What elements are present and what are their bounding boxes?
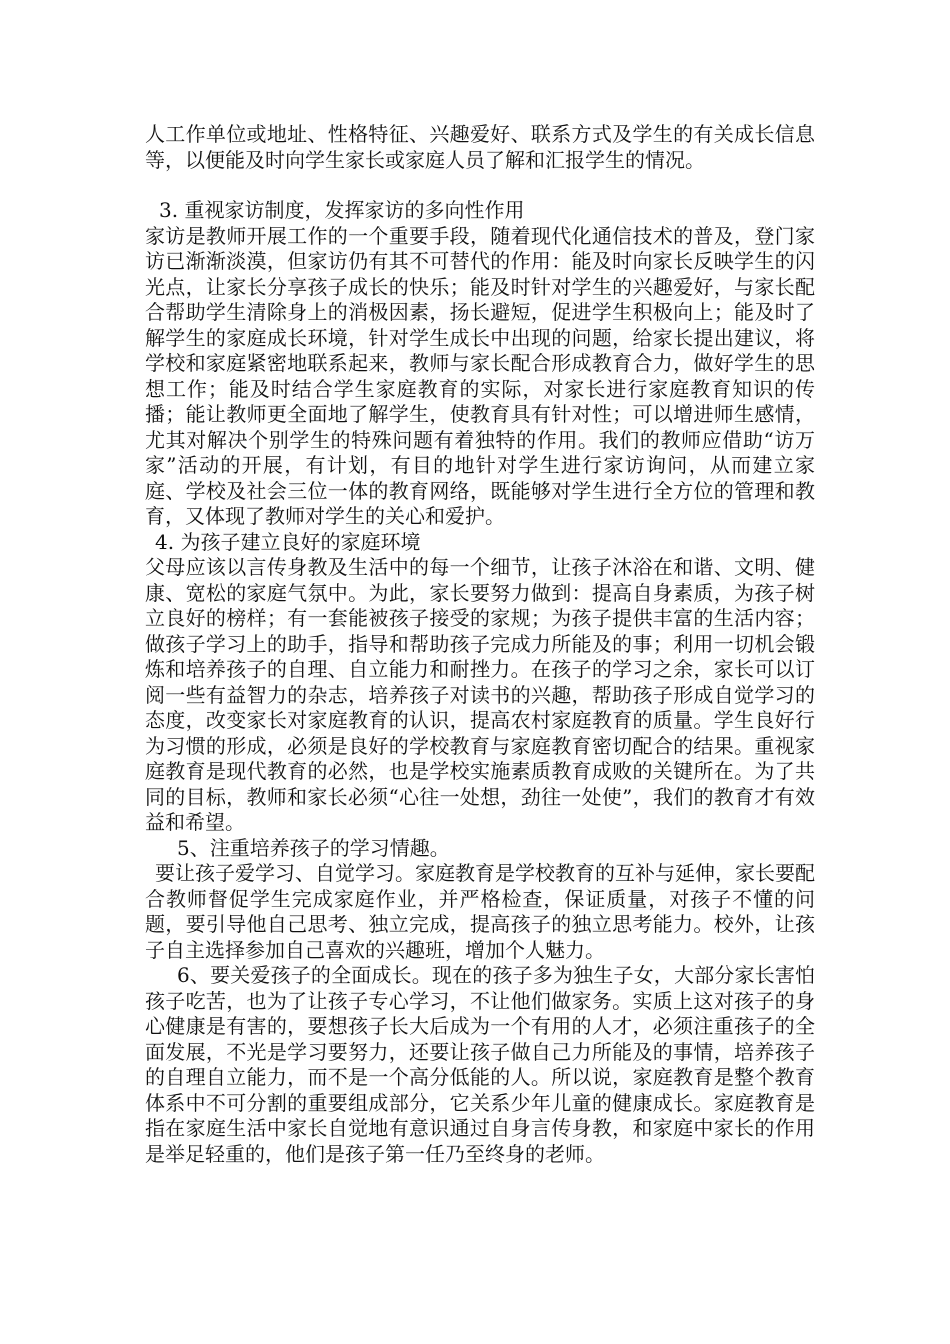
paragraph-holistic-growth: 6、要关爱孩子的全面成长。现在的孩子多为独生子女，大部分家长害怕孩子吃苦，也为了让孩子专心学习，不让他们做家务。实质上这对孩子的身心健康是有害的，要想孩子长大后成为一个有用的人才，必须注重孩子的全面发展，不光是学习要努力，还要让孩子做自己力所能及的事情，培养孩子的自理自立能力，而不是一个高分低能的人。所以说，家庭教育是整个教育体系中不可分割的重要组成部分，它关系少年儿童的健康成长。家庭教育是指在家庭生活中家长自觉地有意识通过自身言传身教，和家庭中家长的作用是举足轻重的，他们是孩子第一任乃至终身的老师。 bbox=[145, 963, 815, 1166]
paragraph-family-environment: 父母应该以言传身教及生活中的每一个细节，让孩子沐浴在和谐、文明、健康、宽松的家庭气氛中。为此，家长要努力做到：提高自身素质，为孩子树立良好的榜样；有一套能被孩子接受的家规；为孩子提供丰富的生活内容；做孩子学习上的助手，指导和帮助孩子完成力所能及的事；利用一切机会锻炼和培养孩子的自理、自立能力和耐挫力。在孩子的学习之余，家长可以订阅一些有益智力的杂志，培养孩子对读书的兴趣，帮助孩子形成自觉学习的态度，改变家长对家庭教育的认识，提高农村家庭教育的质量。学生良好行为习惯的形成，必须是良好的学校教育与家庭教育密切配合的结果。重视家庭教育是现代教育的必然，也是学校实施素质教育成败的关键所在。为了共同的目标，教师和家长必须“心往一处想，劲往一处使”，我们的教育才有效益和希望。 bbox=[145, 555, 815, 834]
paragraph-learning-interest: 要让孩子爱学习、自觉学习。家庭教育是学校教育的互补与延伸，家长要配合教师督促学生完成家庭作业，并严格检查，保证质量，对孩子不懂的问题，要引导他自己思考、独立完成，提高孩子的独立思考能力。校外，让孩子自主选择参加自己喜欢的兴趣班，增加个人魅力。 bbox=[145, 861, 815, 962]
paragraph-contact-info: 人工作单位或地址、性格特征、兴趣爱好、联系方式及学生的有关成长信息等，以便能及时向学生家长或家庭人员了解和汇报学生的情况。 bbox=[145, 122, 815, 172]
document-page bbox=[145, 122, 815, 1167]
paragraph-home-visit: 家访是教师开展工作的一个重要手段，随着现代化通信技术的普及，登门家访已渐渐淡漠，但家访仍有其不可替代的作用：能及时向家长反映学生的闪光点，让家长分享孩子成长的快乐；能及时针对学生的兴趣爱好，与家长配合帮助学生清除身上的消极因素，扬长避短，促进学生积极向上；能及时了解学生的家庭成长环境，针对学生成长中出现的问题，给家长提出建议，将学校和家庭紧密地联系起来，教师与家长配合形成教育合力，做好学生的思想工作；能及时结合学生家庭教育的实际，对家长进行家庭教育知识的传播；能让教师更全面地了解学生，使教育具有针对性；可以增进师生感情，尤其对解决个别学生的特殊问题有着独特的作用。我们的教师应借助“访万家”活动的开展，有计划，有目的地针对学生进行家访询问，从而建立家庭、学校及社会三位一体的教育网络，既能够对学生进行全方位的管理和教育，又体现了教师对学生的关心和爱护。 bbox=[145, 223, 815, 528]
heading-family-environment: 4. 为孩子建立良好的家庭环境 bbox=[155, 529, 421, 554]
heading-home-visit: 3. 重视家访制度，发挥家访的多向性作用 bbox=[159, 198, 525, 222]
paragraph-gap bbox=[145, 173, 815, 198]
heading-learning-interest: 5、注重培养孩子的学习情趣。 bbox=[177, 835, 450, 860]
